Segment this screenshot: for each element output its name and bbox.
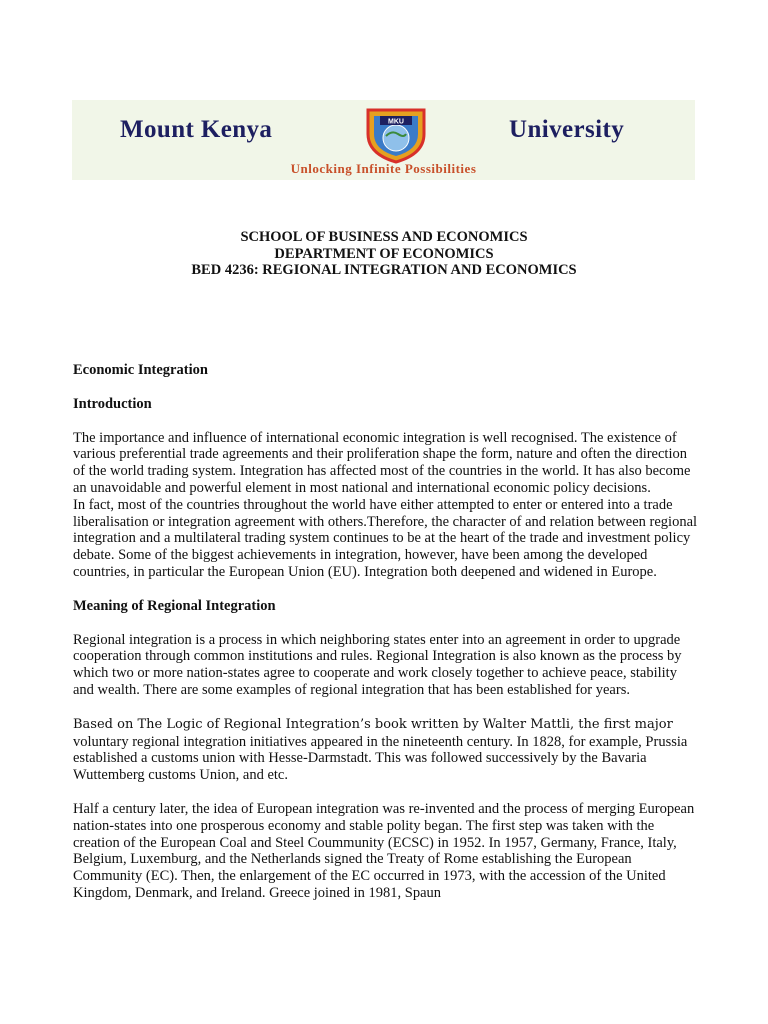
- banner-tagline: Unlocking Infinite Possibilities: [290, 161, 477, 176]
- university-banner-logo: [72, 100, 695, 180]
- logo-wordmark-left: Mount Kenya: [120, 116, 273, 143]
- introduction-heading: Introduction: [73, 395, 152, 412]
- meaning-paragraph-2-rest: voluntary regional integration initiatives appeared in the nineteenth century. In 1828, for example, Prussia established a customs union with Hesse-Darmstadt. This was followed successively by the Bavaria Wuttemberg customs Union, and etc.: [73, 733, 688, 784]
- meaning-paragraph-1: Regional integration is a process in which neighboring states enter into an agreement in order to upgrade cooperation through common institutions and rules. Regional Integration is also known as the process by which two or more nation-states agree to cooperate and work closely together to achieve peace, stability and wealth. There are some examples of regional integration that has been established for years.: [73, 631, 682, 698]
- crest-text: MKU: [388, 118, 404, 126]
- document-header: [0, 229, 768, 279]
- meaning-paragraph-2-lead: Based on The Logic of Regional Integration’s book written by Walter Mattli, the first major: [73, 716, 673, 732]
- university-crest-icon: [364, 104, 428, 164]
- intro-paragraph-1: The importance and influence of international economic integration is well recognised. The existence of various preferential trade agreements and their proliferation shape the form, nature and often the direction of the world trading system. Integration has affected most of the countries in the world. It has also become an unavoidable and powerful element in most national and international economic policy decisions.: [73, 429, 691, 496]
- logo-wordmark-right: University: [509, 116, 625, 143]
- school-heading: SCHOOL OF BUSINESS AND ECONOMICS: [240, 229, 528, 245]
- department-heading: DEPARTMENT OF ECONOMICS: [274, 245, 494, 262]
- meaning-paragraph-2: [73, 716, 698, 784]
- intro-paragraph-2: In fact, most of the countries throughout the world have either attempted to enter or entered into a trade liberalisation or integration agreement with others.Therefore, the character of and relation between regional integration and a multilateral trading system continues to be at the heart of the trade and investment policy debate. Some of the biggest achievements in integration, however, have been among the developed countries, in particular the European Union (EU). Integration both deepened and widened in Europe.: [73, 496, 698, 580]
- document-body: [73, 362, 698, 902]
- meaning-paragraph-3: Half a century later, the idea of European integration was re-invented and the process of merging European nation-states into one prosperous economy and stable polity began. The first step was taken with the creation of the European Coal and Steel Coummunity (ECSC) in 1952. In 1957, Germany, France, Italy, Belgium, Luxemburg, and the Netherlands signed the Treaty of Rome establishing the European Community (EC). Then, the enlargement of the EC occurred in 1973, with the accession of the United Kingdom, Denmark, and Ireland. Greece joined in 1981, Spaun: [73, 800, 695, 901]
- course-heading: BED 4236: REGIONAL INTEGRATION AND ECONOMICS: [191, 262, 577, 278]
- section-title: Economic Integration: [73, 362, 208, 378]
- meaning-heading: Meaning of Regional Integration: [73, 597, 276, 614]
